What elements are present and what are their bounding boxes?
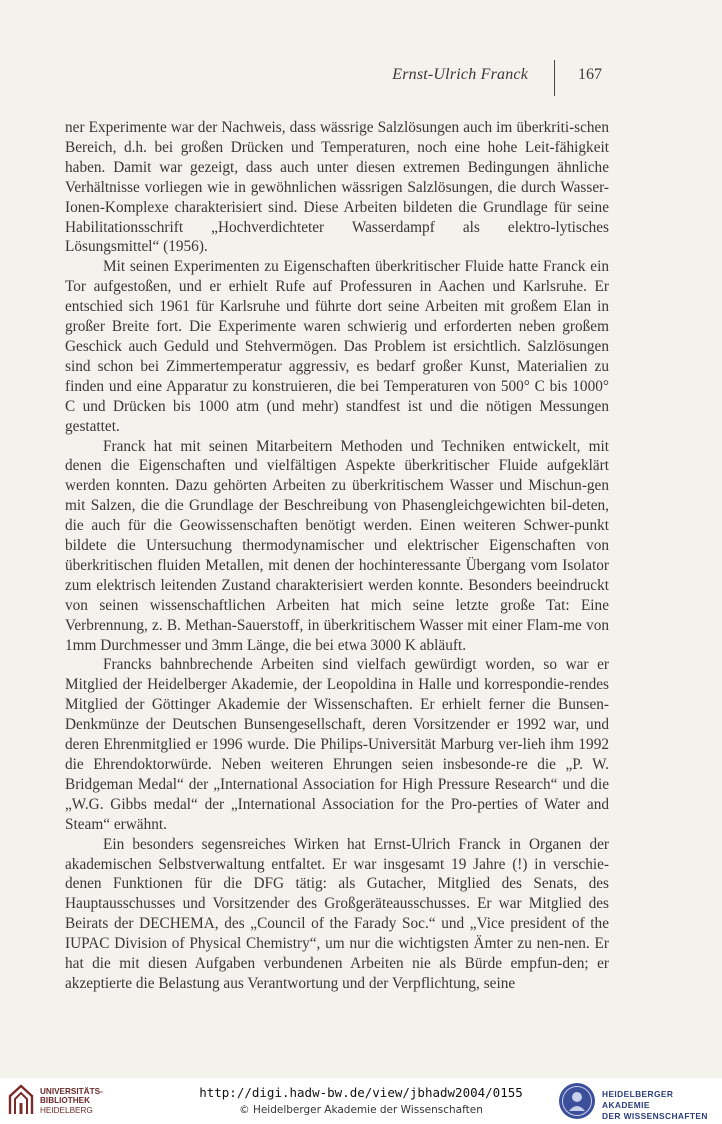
library-name-line: BIBLIOTHEK bbox=[40, 1096, 91, 1106]
academy-name-line: DER WISSENSCHAFTEN bbox=[602, 1111, 708, 1121]
library-name-line: UNIVERSITÄTS- bbox=[40, 1087, 103, 1096]
running-head-divider bbox=[554, 60, 555, 96]
body-text bbox=[65, 118, 609, 994]
copyright-notice: © Heidelberger Akademie der Wissenschaften bbox=[239, 1104, 483, 1116]
paragraph: Mit seinen Experimenten zu Eigenschaften überkritischer Fluide hatte Franck ein Tor aufgestoßen, und er erhielt Rufe auf Professuren in Aachen und Karlsruhe. Er entschied sich 1961 für Karlsruhe und führte dort seine Arbeiten mit großem Elan in großer Breite fort. Die Experimente waren schwierig und erforderten neben großem Geschick auch Geduld und Stehvermögen. Das Problem ist ersichtlich. Salzlösungen sind schon bei Zimmertemperatur aggressiv, es bedarf großer Kunst, Materialien zu finden und eine Apparatur zu konstruieren, die bei Temperaturen von 500° C bis 1000° C und Drücken bis 1000 atm (und mehr) standfest ist und die nötigen Messungen gestattet. bbox=[65, 258, 609, 435]
academy-name bbox=[602, 1089, 722, 1122]
running-head bbox=[0, 66, 722, 90]
page-number: 167 bbox=[578, 66, 602, 83]
running-head-title: Ernst-Ulrich Franck bbox=[392, 66, 528, 83]
permalink-url[interactable]: http://digi.hadw-bw.de/view/jbhadw2004/0155 bbox=[199, 1085, 523, 1100]
digitization-footer bbox=[0, 1078, 722, 1124]
paragraph: Franck hat mit seinen Mitarbeitern Methoden und Techniken entwickelt, mit denen die Eigenschaften und vielfältigen Aspekte überkritischer Fluide aufgeklärt werden konnten. Dazu gehörten Arbeiten zu überkritischem Wasser und Mischun-gen mit Salzen, die die Grundlage der Beschreibung von Phasengleichgewichten bil-deten, die auch für die Geowissenschaften benötigt werden. Einen weiteren Schwer-punkt bildete die Untersuchung thermodynamischer und elektrischer Eigenschaften von überkritischen fluiden Metallen, mit denen der hochinteressante Übergang vom Isolator zum elektrisch leitenden Zustand charakterisiert werden konnte. Besonders beeindruckt von seinen wissenschaftlichen Arbeiten hat mich seine letzte große Tat: Eine Verbrennung, z. B. Methan-Sauerstoff, in überkritischem Wasser mit einer Flam-me von 1mm Durchmesser und 3mm Länge, die bei etwa 3000 K abläuft. bbox=[65, 437, 609, 654]
paragraph: Francks bahnbrechende Arbeiten sind vielfach gewürdigt worden, so war er Mitglied der Heidelberger Akademie, der Leopoldina in Halle und korrespondie-rendes Mitglied der Göttinger Akademie der Wissenschaften. Er erhielt ferner die Bunsen-Denkmünze der Deutschen Bunsengesellschaft, deren Vorsitzender er 1992 war, und deren Ehrenmitglied er 1996 wurde. Die Philips-Universität Marburg ver-lieh ihm 1992 die Ehrendoktorwürde. Neben weiteren Ehrungen seien insbesonde-re die „P. W. Bridgeman Medal“ der „International Association for High Pressure Research“ und die „W.G. Gibbs medal“ der „International Association for the Pro-perties of Water and Steam“ erwähnt. bbox=[65, 656, 609, 833]
library-name-line: HEIDELBERG bbox=[40, 1105, 93, 1115]
paragraph: Ein besonders segensreiches Wirken hat Ernst-Ulrich Franck in Organen der akademischen Selbstverwaltung entfaltet. Er war insgesamt 19 Jahre (!) in verschie-denen Funktionen für die DFG tätig: als Gutacher, Mitglied des Senats, des Hauptausschusses und Vorsitzender des Großgeräteausschusses. Er war Mitglied des Beirats der DECHEMA, des „Council of the Farady Soc.“ und „Vice president of the IUPAC Division of Physical Chemistry“, um nur die wichtigsten Ämter zu nen-nen. Er hat die mit diesen Aufgaben verbundenen Arbeiten nie als Bürde empfun-den; er akzeptierte die Belastung aus Verantwortung und der Verpflichtung, seine bbox=[65, 835, 609, 992]
academy-name-line: HEIDELBERGER AKADEMIE bbox=[602, 1089, 674, 1110]
academy-seal-icon bbox=[558, 1082, 596, 1120]
paragraph: ner Experimente war der Nachweis, dass wässrige Salzlösungen auch im überkriti-schen Bereich, d.h. bei großen Drücken und Temperaturen, noch eine hohe Leit-fähigkeit haben. Damit war gezeigt, dass auch unter diesen extremen Bedingungen ähnliche Verhältnisse vorliegen wie in gewöhnlichen wässrigen Salzlösungen, die durch Wasser-Ionen-Komplexe charakterisiert sind. Diese Arbeiten bildeten die Grundlage für seine Habilitationsschrift „Hochverdichteter Wasserdampf als elektro-lytisches Lösungsmittel“ (1956). bbox=[65, 119, 609, 256]
